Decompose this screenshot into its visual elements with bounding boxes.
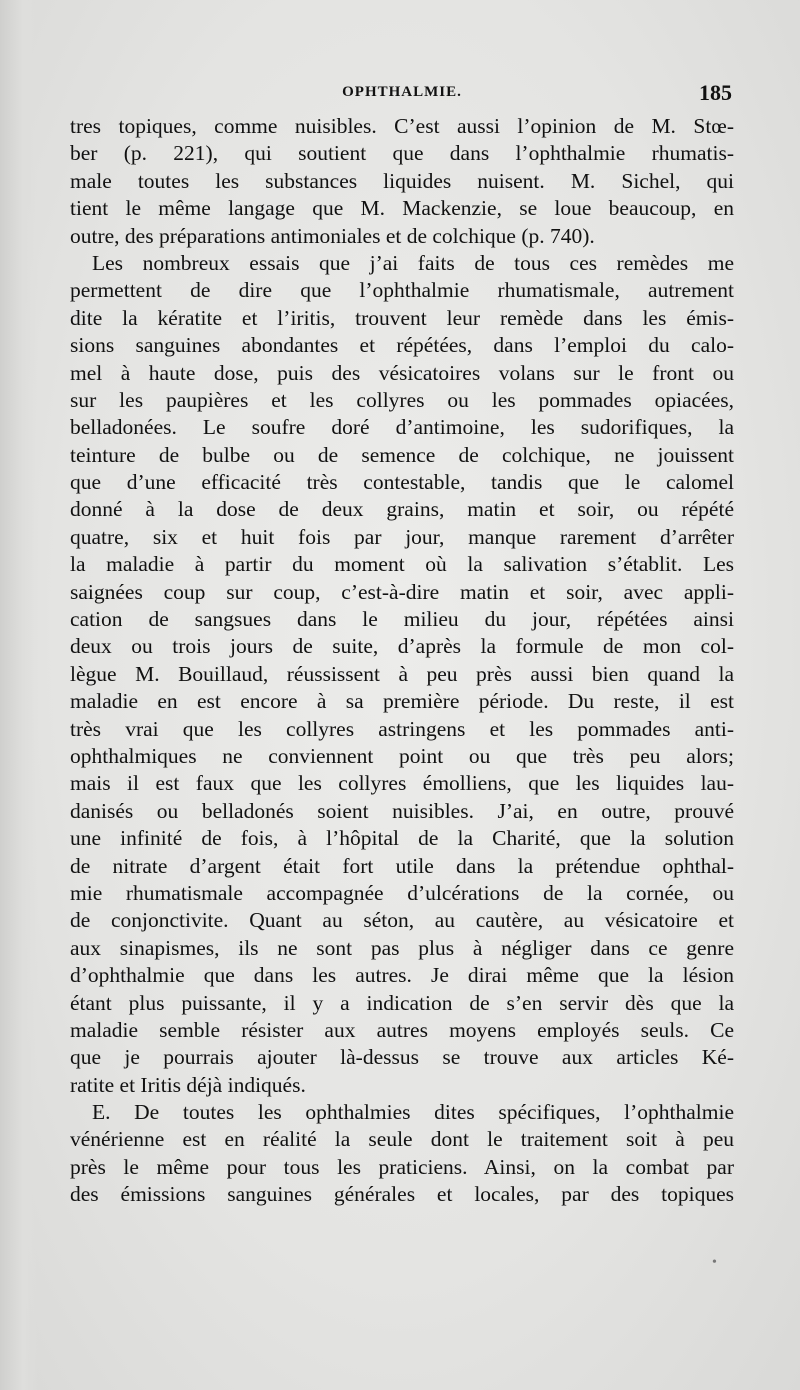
text-line: d’ophthalmie que dans les autres. Je dirai même que la lésion	[70, 963, 734, 988]
text-line: mais il est faux que les collyres émolliens, que les liquides lau-	[70, 771, 734, 796]
text-line: lègue M. Bouillaud, réussissent à peu près aussi bien quand la	[70, 661, 734, 686]
page-number: 185	[699, 80, 732, 105]
text-line: male toutes les substances liquides nuisent. M. Sichel, qui	[70, 168, 734, 193]
text-line: saignées coup sur coup, c’est-à-dire matin et soir, avec appli-	[70, 579, 734, 604]
text-line: de conjonctivite. Quant au séton, au cautère, au vésicatoire et	[70, 908, 734, 933]
text-line: maladie semble résister aux autres moyens employés seuls. Ce	[70, 1017, 734, 1042]
text-line: que je pourrais ajouter là-dessus se trouve aux articles Ké-	[70, 1045, 734, 1070]
text-line: teinture de bulbe ou de semence de colchique, ne jouissent	[70, 442, 734, 467]
text-line: E. De toutes les ophthalmies dites spécifiques, l’ophthalmie	[92, 1100, 734, 1125]
text-line: belladonées. Le soufre doré d’antimoine, les sudorifiques, la	[70, 415, 734, 440]
text-line: permettent de dire que l’ophthalmie rhumatismale, autrement	[70, 278, 734, 303]
text-line: ophthalmiques ne conviennent point ou que très peu alors;	[70, 743, 734, 768]
text-line: tres topiques, comme nuisibles. C’est aussi l’opinion de M. Stœ-	[70, 114, 734, 138]
running-head: OPHTHALMIE.	[342, 84, 462, 100]
text-line: sur les paupières et les collyres ou les pommades opiacées,	[70, 387, 734, 412]
text-line: mel à haute dose, puis des vésicatoires volans sur le front ou	[70, 360, 734, 385]
page-header	[70, 80, 734, 110]
print-speck: •	[712, 1255, 717, 1270]
text-line: outre, des préparations antimoniales et de colchique (p. 740).	[70, 223, 595, 248]
text-line: sions sanguines abondantes et répétées, dans l’emploi du calo-	[70, 333, 734, 358]
text-line: aux sinapismes, ils ne sont pas plus à négliger dans ce genre	[70, 935, 734, 960]
text-line: mie rhumatismale accompagnée d’ulcérations de la cornée, ou	[70, 880, 734, 905]
text-line: près le même pour tous les praticiens. Ainsi, on la combat par	[70, 1154, 734, 1179]
text-line: Les nombreux essais que j’ai faits de tous ces remèdes me	[92, 250, 734, 275]
text-line: danisés ou belladonés soient nuisibles. J’ai, en outre, prouvé	[70, 798, 734, 823]
text-line: tient le même langage que M. Mackenzie, se loue beaucoup, en	[70, 196, 734, 221]
text-line: dite la kératite et l’iritis, trouvent leur remède dans les émis-	[70, 305, 734, 330]
text-line: ber (p. 221), qui soutient que dans l’ophthalmie rhumatis-	[70, 141, 734, 166]
text-line: cation de sangsues dans le milieu du jour, répétées ainsi	[70, 607, 734, 632]
text-line: quatre, six et huit fois par jour, manque rarement d’arrêter	[70, 524, 734, 549]
text-line: vénérienne est en réalité la seule dont le traitement soit à peu	[70, 1127, 734, 1152]
text-line: étant plus puissante, il y a indication de s’en servir dès que la	[70, 990, 734, 1015]
text-line: la maladie à partir du moment où la salivation s’établit. Les	[70, 552, 734, 577]
text-line: une infinité de fois, à l’hôpital de la Charité, que la solution	[70, 826, 734, 851]
text-line: deux ou trois jours de suite, d’après la formule de mon col-	[70, 634, 734, 659]
text-line: maladie en est encore à sa première période. Du reste, il est	[70, 689, 734, 714]
gutter-shadow	[0, 0, 38, 1390]
text-line: que d’une efficacité très contestable, tandis que le calomel	[70, 470, 734, 495]
body-text	[70, 113, 734, 1209]
text-line: donné à la dose de deux grains, matin et soir, ou répété	[70, 497, 734, 522]
text-line: ratite et Iritis déjà indiqués.	[70, 1072, 306, 1097]
text-line: de nitrate d’argent était fort utile dans la prétendue ophthal-	[70, 853, 734, 878]
text-line: des émissions sanguines générales et locales, par des topiques	[70, 1182, 734, 1207]
text-line: très vrai que les collyres astringens et les pommades anti-	[70, 716, 734, 741]
